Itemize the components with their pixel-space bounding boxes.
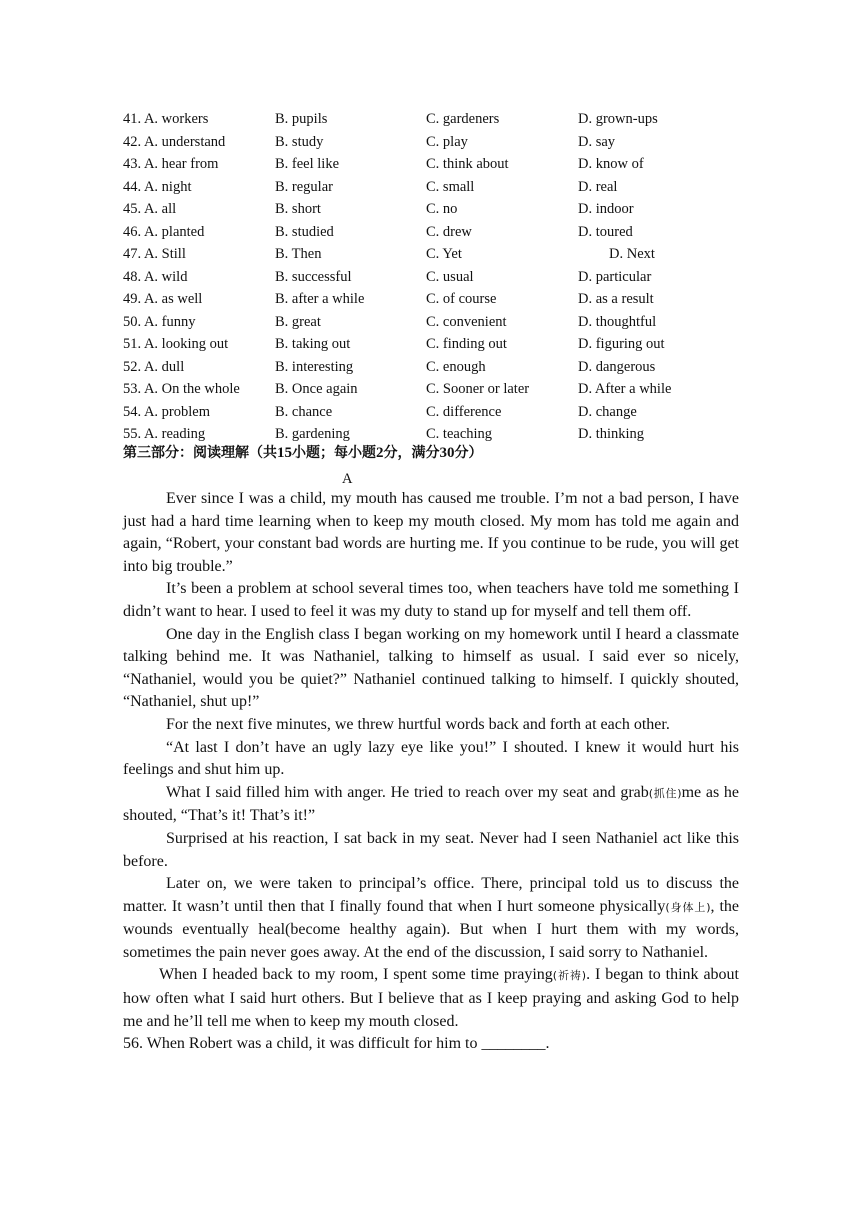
option-a: 52. A. dull bbox=[123, 358, 185, 375]
option-b: B. feel like bbox=[275, 156, 340, 172]
option-d: D. After a while bbox=[578, 381, 672, 397]
option-c: C. play bbox=[426, 133, 468, 150]
option-c: C. Yet bbox=[426, 246, 462, 262]
option-a: 47. A. Still bbox=[123, 246, 186, 262]
paragraph: What I said filled him with anger. He tried to reach over my seat and grab(抓住)me as he shouted, “That’s it! That’s it!” bbox=[123, 783, 739, 825]
option-c: C. think about bbox=[426, 156, 509, 172]
paragraph: Later on, we were taken to principal’s office. There, principal told us to discuss the matter. It wasn’t until then that I finally found that when I hurt someone physically(身体上), the wounds eventually heal(become healthy again). But when I hurt them with my words, sometimes the pain never goes away. At the end of the discussion, I said sorry to Nathaniel. bbox=[123, 875, 739, 961]
option-c: C. no bbox=[426, 201, 458, 217]
option-d: D. toured bbox=[578, 223, 633, 240]
reading-passage bbox=[123, 488, 739, 1056]
option-d: D. particular bbox=[578, 268, 652, 285]
option-b: B. Then bbox=[275, 246, 322, 262]
option-a: 49. A. as well bbox=[123, 291, 203, 307]
option-c: C. Sooner or later bbox=[426, 381, 530, 397]
option-d: D. Next bbox=[609, 246, 655, 262]
option-d: D. dangerous bbox=[578, 358, 656, 375]
option-c: C. drew bbox=[426, 223, 472, 240]
option-c: C. gardeners bbox=[426, 111, 500, 127]
passage-label: A bbox=[342, 471, 353, 487]
paragraph: Ever since I was a child, my mouth has caused me trouble. I’m not a bad person, I have just had a hard time learning when to keep my mouth closed. My mom has told me again and again, “Robert, your constant bad words are hurting me. If you continue to be rude, you will get into big trouble.” bbox=[123, 490, 739, 575]
option-a: 50. A. funny bbox=[123, 313, 196, 330]
option-a: 48. A. wild bbox=[123, 268, 188, 285]
option-a: 43. A. hear from bbox=[123, 156, 219, 172]
option-d: D. figuring out bbox=[578, 336, 665, 352]
option-b: B. short bbox=[275, 201, 321, 217]
paragraph: It’s been a problem at school several times too, when teachers have told me something I didn’t want to hear. I used to feel it was my duty to stand up for myself and tell them off. bbox=[123, 580, 739, 620]
option-b: B. regular bbox=[275, 178, 333, 195]
option-a: 45. A. all bbox=[123, 201, 177, 217]
option-c: C. of course bbox=[426, 291, 497, 307]
option-a: 44. A. night bbox=[123, 178, 192, 195]
gloss-note: (祈祷) bbox=[552, 969, 587, 983]
option-a: 54. A. problem bbox=[123, 403, 210, 420]
option-b: B. great bbox=[275, 313, 321, 330]
option-a: 55. A. reading bbox=[123, 426, 206, 442]
option-a: 42. A. understand bbox=[123, 133, 226, 150]
paragraph: One day in the English class I began working on my homework until I heard a classmate talking behind me. It was Nathaniel, talking to himself as usual. I said ever so nicely, “Nathaniel, would you be quiet?” Nathaniel continued talking to himself. I quickly shouted, “Nathaniel, shut up!” bbox=[123, 625, 739, 711]
option-a: 41. A. workers bbox=[123, 111, 209, 127]
question-56: 56. When Robert was a child, it was difficult for him to ________. bbox=[123, 1035, 550, 1053]
option-a: 53. A. On the whole bbox=[123, 381, 240, 397]
paragraph: Surprised at his reaction, I sat back in my seat. Never had I seen Nathaniel act like this before. bbox=[123, 829, 739, 870]
option-b: B. interesting bbox=[275, 358, 354, 375]
section-heading: 第三部分：阅读理解（共15小题；每小题2分，满分30分） bbox=[123, 445, 483, 461]
option-b: B. study bbox=[275, 133, 324, 150]
option-c: C. enough bbox=[426, 358, 486, 375]
option-d: D. know of bbox=[578, 156, 644, 172]
option-c: C. teaching bbox=[426, 426, 493, 442]
option-d: D. indoor bbox=[578, 201, 634, 217]
option-a: 51. A. looking out bbox=[123, 336, 229, 352]
option-c: C. convenient bbox=[426, 313, 507, 330]
option-d: D. real bbox=[578, 178, 618, 195]
option-d: D. grown-ups bbox=[578, 111, 658, 127]
option-a: 46. A. planted bbox=[123, 223, 205, 240]
option-c: C. finding out bbox=[426, 336, 507, 352]
option-b: B. gardening bbox=[275, 426, 350, 442]
option-c: C. small bbox=[426, 178, 475, 195]
paragraph: For the next five minutes, we threw hurtful words back and forth at each other. bbox=[166, 715, 670, 733]
option-d: D. change bbox=[578, 403, 637, 420]
option-c: C. usual bbox=[426, 268, 474, 285]
option-b: B. pupils bbox=[275, 111, 328, 127]
option-b: B. taking out bbox=[275, 336, 351, 352]
paragraph: “At last I don’t have an ugly lazy eye like you!” I shouted. I knew it would hurt his feelings and shut him up. bbox=[123, 738, 739, 779]
option-d: D. as a result bbox=[578, 291, 654, 307]
option-b: B. Once again bbox=[275, 381, 358, 397]
option-b: B. chance bbox=[275, 403, 333, 420]
option-d: D. thinking bbox=[578, 426, 645, 442]
option-b: B. studied bbox=[275, 223, 334, 240]
option-c: C. difference bbox=[426, 403, 502, 420]
option-d: D. thoughtful bbox=[578, 313, 657, 330]
paragraph: When I headed back to my room, I spent some time praying(祈祷). I began to think about how often what I said hurt others. But I believe that as I keep praying and asking God to help me and he’ll tell me when to keep my mouth closed. bbox=[123, 966, 740, 1030]
option-b: B. successful bbox=[275, 268, 352, 285]
gloss-note: (抓住) bbox=[648, 786, 682, 800]
option-d: D. say bbox=[578, 133, 616, 150]
gloss-note: (身体上) bbox=[665, 900, 711, 914]
option-b: B. after a while bbox=[275, 291, 365, 307]
